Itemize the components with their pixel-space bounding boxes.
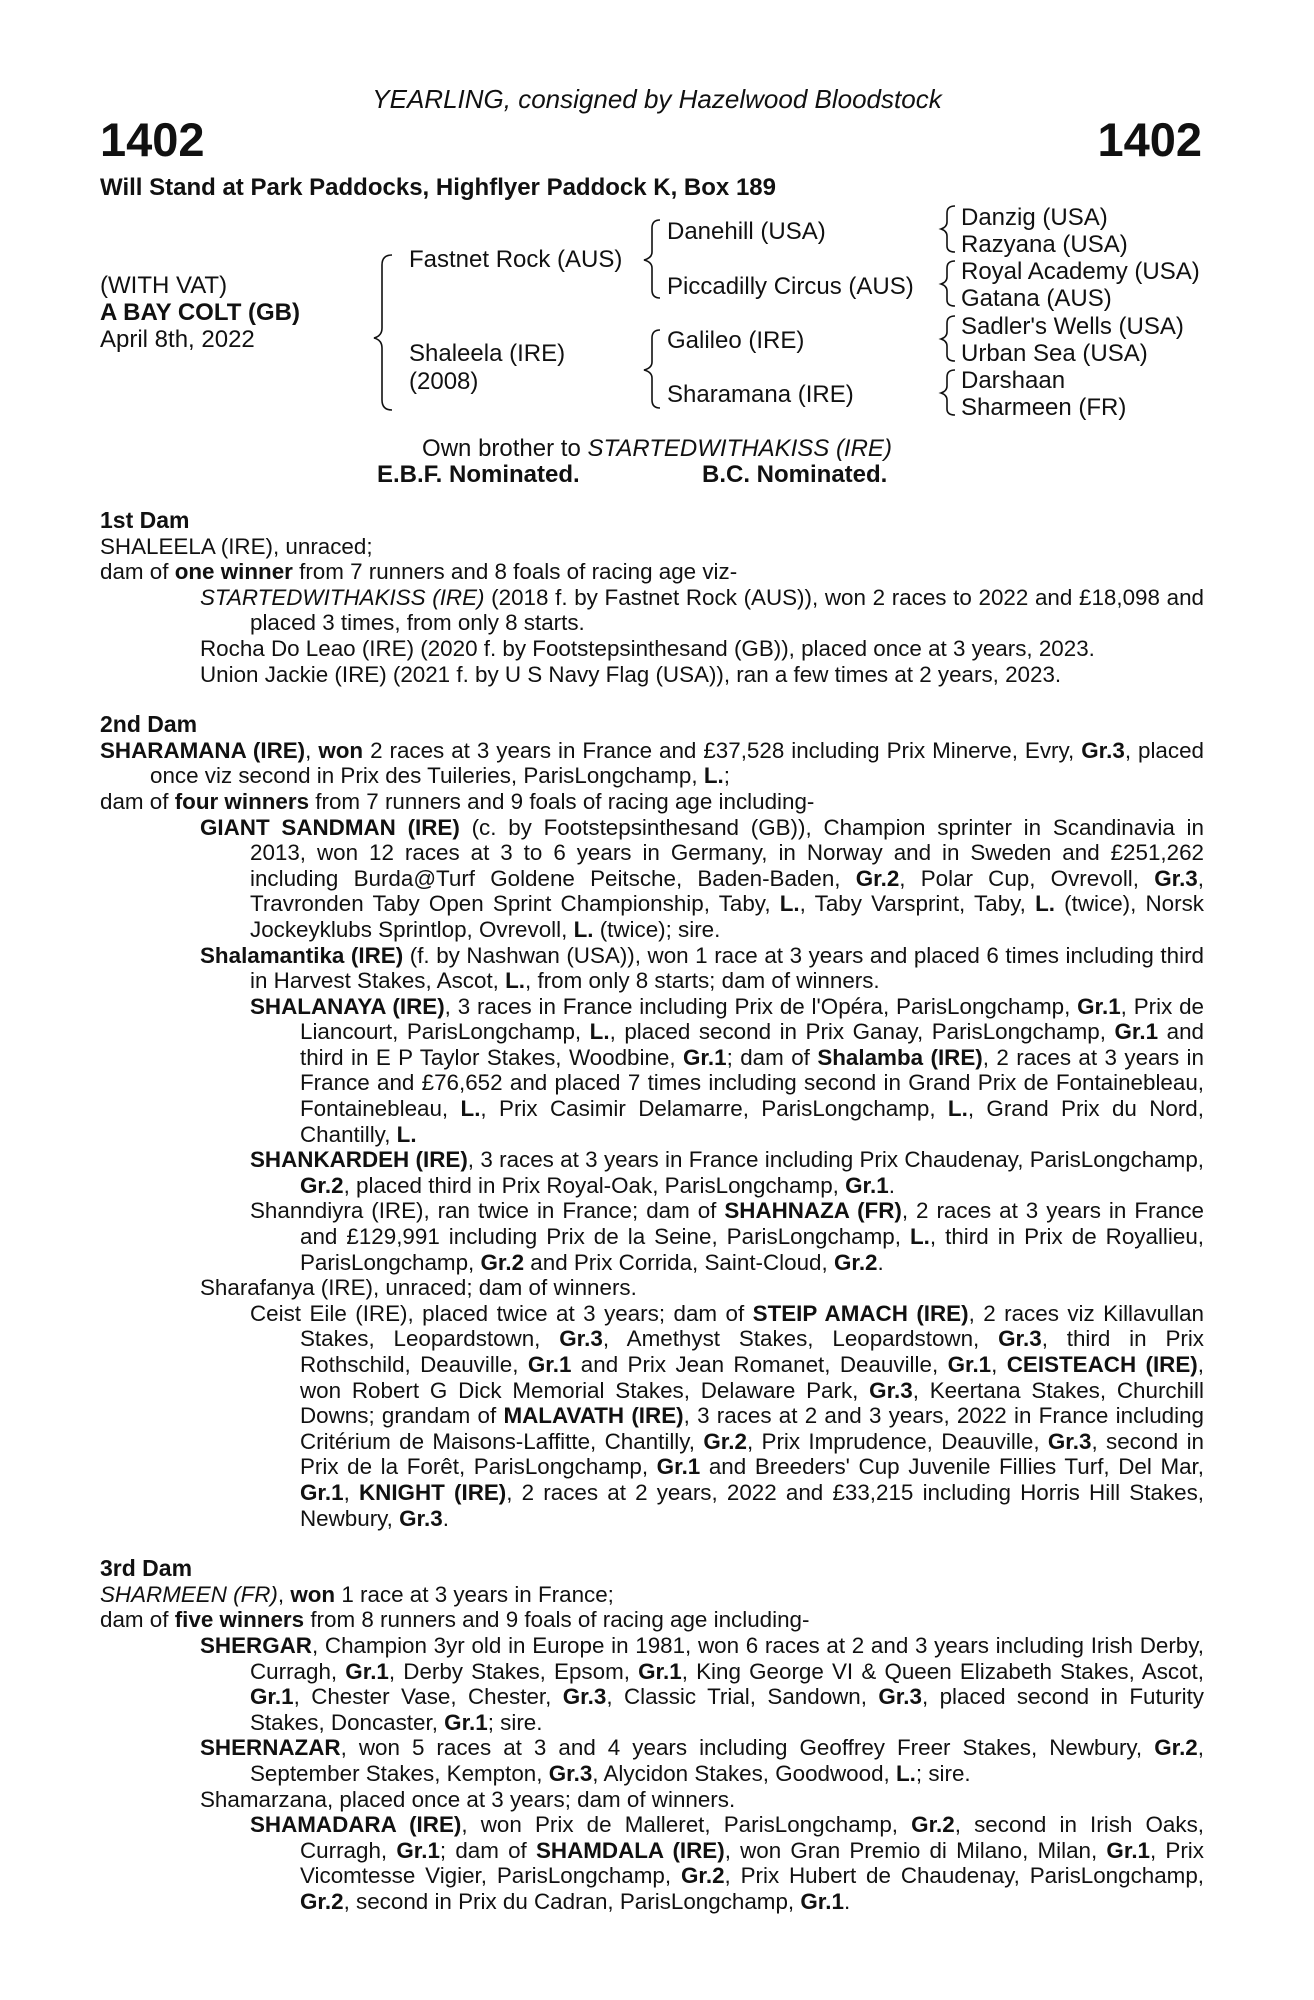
dam1-produce-summary: dam of one winner from 7 runners and 8 foals of racing age viz- <box>100 559 738 585</box>
pedigree-sds: Royal Academy (USA) <box>961 258 1200 285</box>
pedigree-sire: Fastnet Rock (AUS) <box>409 246 623 273</box>
dam1-line: SHALEELA (IRE), unraced; <box>100 533 373 559</box>
pedigree-dam-sire: Galileo (IRE) <box>667 327 805 354</box>
produce-entry: Union Jackie (IRE) (2021 f. by U S Navy Flag (USA)), ran a few times at 2 years, 2023. <box>200 661 1062 687</box>
pedigree-braces <box>0 0 1314 440</box>
pedigree-sire-sire: Danehill (USA) <box>667 218 826 245</box>
dam3-record: SHARMEEN (FR), won 1 race at 3 years in France; <box>100 1581 614 1607</box>
pedigree-dds: Darshaan <box>961 367 1066 394</box>
horse-dob: April 8th, 2022 <box>100 326 255 353</box>
produce-entry: SHANKARDEH (IRE), 3 races at 3 years in France including Prix Chaudenay, ParisLongchamp, Gr.2, placed third in Prix Royal-Oak, ParisLongchamp, Gr.1. <box>250 1147 1205 1198</box>
ebf-nominated: E.B.F. Nominated. <box>377 461 580 488</box>
vat-note: (WITH VAT) <box>100 272 228 299</box>
catalogue-subtitle: YEARLING, consigned by Hazelwood Bloodstock <box>372 84 942 114</box>
pedigree-ssd: Razyana (USA) <box>961 231 1128 258</box>
pedigree-dam-year: (2008) <box>409 368 479 395</box>
section-heading-3rd-dam: 3rd Dam <box>100 1555 193 1582</box>
horse-name: A BAY COLT (GB) <box>100 299 301 326</box>
produce-entry: STARTEDWITHAKISS (IRE) (2018 f. by Fastnet Rock (AUS)), won 2 races to 2022 and £18,098 and placed 3 times, from only 8 starts. <box>200 584 1204 636</box>
produce-entry: Shanndiyra (IRE), ran twice in France; dam of SHAHNAZA (FR), 2 races at 3 years in France and £129,991 including Prix de la Seine, ParisLongchamp, L., third in Prix de Royallieu, ParisLongchamp, Gr.2 and Prix Corrida, Saint-Cloud, Gr.2. <box>250 1198 1204 1275</box>
lot-number-left: 1402 <box>100 113 205 166</box>
dam2-record: SHARAMANA (IRE), won 2 races at 3 years in France and £37,528 including Prix Minerve, Evry, Gr.3, placed once viz second in Prix des Tuileries, ParisLongchamp, L.; <box>100 737 1204 789</box>
produce-entry: SHALANAYA (IRE), 3 races in France including Prix de l'Opéra, ParisLongchamp, Gr.1, Prix de Liancourt, ParisLongchamp, L., placed second in Prix Ganay, ParisLongchamp, Gr.1 and third in E P Taylor Stakes, Woodbine, Gr.1; dam of Shalamba (IRE), 2 races at 3 years in France and £76,652 and placed 7 times including second in Grand Prix de Fontainebleau, Fontainebleau, L., Prix Casimir Delamarre, ParisLongchamp, L., Grand Prix du Nord, Chantilly, L. <box>250 993 1204 1147</box>
produce-entry: SHERGAR, Champion 3yr old in Europe in 1981, won 6 races at 2 and 3 years including Irish Derby, Curragh, Gr.1, Derby Stakes, Epsom, Gr.1, King George VI & Queen Elizabeth Stakes, Ascot, Gr.1, Chester Vase, Chester, Gr.3, Classic Trial, Sandown, Gr.3, placed second in Futurity Stakes, Doncaster, Gr.1; sire. <box>200 1632 1204 1735</box>
dam2-produce-summary: dam of four winners from 7 runners and 9 foals of racing age including- <box>100 788 815 814</box>
produce-entry: Shamarzana, placed once at 3 years; dam of winners. <box>200 1786 736 1812</box>
stand-location: Will Stand at Park Paddocks, Highflyer Paddock K, Box 189 <box>100 174 776 201</box>
dam3-produce-summary: dam of five winners from 8 runners and 9 foals of racing age including- <box>100 1607 810 1633</box>
produce-entry: SHAMADARA (IRE), won Prix de Malleret, ParisLongchamp, Gr.2, second in Irish Oaks, Curragh, Gr.1; dam of SHAMDALA (IRE), won Gran Premio di Milano, Milan, Gr.1, Prix Vicomtesse Vigier, ParisLongchamp, Gr.2, Prix Hubert de Chaudenay, ParisLongchamp, Gr.2, second in Prix du Cadran, ParisLongchamp, Gr.1. <box>250 1812 1205 1914</box>
own-brother-prefix: Own brother to <box>422 435 588 462</box>
own-brother-note <box>0 435 1314 463</box>
produce-entry: Ceist Eile (IRE), placed twice at 3 years; dam of STEIP AMACH (IRE), 2 races viz Killavullan Stakes, Leopardstown, Gr.3, Amethyst Stakes, Leopardstown, Gr.3, third in Prix Rothschild, Deauville, Gr.1 and Prix Jean Romanet, Deauville, Gr.1, CEISTEACH (IRE), won Robert G Dick Memorial Stakes, Delaware Park, Gr.3, Keertana Stakes, Churchill Downs; grandam of MALAVATH (IRE), 3 races at 2 and 3 years, 2022 in France including Critérium de Maisons-Laffitte, Chantilly, Gr.2, Prix Imprudence, Deauville, Gr.3, second in Prix de la Forêt, ParisLongchamp, Gr.1 and Breeders' Cup Juvenile Fillies Turf, Del Mar, Gr.1, KNIGHT (IRE), 2 races at 2 years, 2022 and £33,215 including Horris Hill Stakes, Newbury, Gr.3. <box>250 1300 1205 1531</box>
pedigree-dsd: Urban Sea (USA) <box>961 340 1148 367</box>
catalogue-body <box>100 508 1204 1914</box>
lot-number-right: 1402 <box>1097 113 1202 166</box>
bc-nominated: B.C. Nominated. <box>702 461 888 488</box>
produce-entry: Sharafanya (IRE), unraced; dam of winners. <box>200 1275 637 1301</box>
pedigree-dss: Sadler's Wells (USA) <box>961 313 1184 340</box>
pedigree-dam: Shaleela (IRE) <box>409 340 566 367</box>
produce-entry: SHERNAZAR, won 5 races at 3 and 4 years including Geoffrey Freer Stakes, Newbury, Gr.2, September Stakes, Kempton, Gr.3, Alycidon Stakes, Goodwood, L.; sire. <box>200 1735 1204 1786</box>
pedigree-ddd: Sharmeen (FR) <box>961 394 1127 421</box>
produce-entry: Rocha Do Leao (IRE) (2020 f. by Footstepsinthesand (GB)), placed once at 3 years, 2023. <box>200 635 1095 661</box>
pedigree-dam-dam: Sharamana (IRE) <box>667 381 854 408</box>
pedigree-sss: Danzig (USA) <box>961 204 1108 231</box>
own-brother-name: STARTEDWITHAKISS (IRE) <box>587 435 892 462</box>
pedigree-sire-dam: Piccadilly Circus (AUS) <box>667 273 914 300</box>
produce-entry: Shalamantika (IRE) (f. by Nashwan (USA)), won 1 race at 3 years and placed 6 times including third in Harvest Stakes, Ascot, L., from only 8 starts; dam of winners. <box>200 942 1204 994</box>
pedigree-sdd: Gatana (AUS) <box>961 285 1112 312</box>
produce-entry: GIANT SANDMAN (IRE) (c. by Footstepsinthesand (GB)), Champion sprinter in Scandinavia in 2013, won 12 races at 3 to 6 years in Germany, in Norway and in Sweden and £251,262 including Burda@Turf Goldene Peitsche, Baden-Baden, Gr.2, Polar Cup, Ovrevoll, Gr.3, Travronden Taby Open Sprint Championship, Taby, L., Taby Varsprint, Taby, L. (twice), Norsk Jockeyklubs Sprintlop, Ovrevoll, L. (twice); sire. <box>200 814 1204 942</box>
section-heading-1st-dam: 1st Dam <box>100 507 190 533</box>
section-heading-2nd-dam: 2nd Dam <box>100 711 198 738</box>
